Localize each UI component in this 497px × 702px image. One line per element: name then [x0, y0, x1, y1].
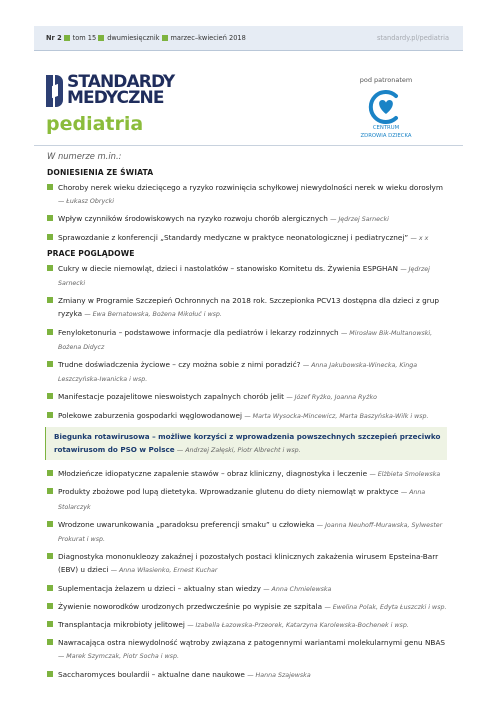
article-authors: — Mirosław Bik-Multanowski, Bożena Didycz	[58, 329, 433, 351]
square-bullet-icon	[47, 361, 53, 367]
square-bullet-icon	[47, 621, 53, 627]
square-bullet-icon	[47, 521, 53, 527]
article-title: Wpływ czynników środowiskowych na ryzyko rozwoju chorób alergicznych	[58, 214, 328, 224]
square-bullet-icon	[47, 488, 53, 494]
patronage	[355, 76, 417, 140]
article-title: Sprawozdanie z konferencji „Standardy medyczne w praktyce neonatologicznej i pediatrycznej”	[58, 232, 409, 242]
table-of-contents	[47, 164, 447, 686]
article-title: Zmiany w Programie Szczepień Ochronnych na 2018 rok. Szczepionka PCV13 dostępna dla dzieci z grup ryzyka	[58, 296, 439, 319]
square-bullet-icon	[47, 184, 53, 190]
list-item[interactable]	[47, 409, 447, 423]
patronage-org-line1: CENTRUM	[372, 125, 400, 131]
header-bar	[34, 26, 463, 51]
article-title: Wrodzone uwarunkowania „paradoksu preferencji smaku” u człowieka	[58, 519, 315, 529]
list-item[interactable]	[47, 358, 447, 386]
article-authors: — x x	[410, 234, 429, 242]
article-title: Saccharomyces boulardii – aktualne dane naukowe	[58, 669, 245, 679]
square-bullet-icon	[47, 329, 53, 335]
article-authors: — Józef Ryżko, Joanna Ryżko	[286, 394, 377, 402]
volume: tom 15	[72, 34, 97, 42]
section-heading-world-news: DONIESIENIA ZE ŚWIATA	[47, 168, 154, 177]
article-authors: — Anna Stolarczyk	[58, 489, 426, 511]
article-authors: — Anna Chmielewska	[263, 585, 332, 593]
list-item[interactable]	[47, 294, 447, 321]
list-item[interactable]	[47, 262, 447, 290]
list-item[interactable]	[47, 636, 447, 663]
square-bullet-icon	[47, 585, 53, 591]
list-item[interactable]	[47, 485, 447, 513]
divider	[34, 145, 463, 146]
article-authors: — Anna Jakubowska-Winecka, Kinga Leszczyńska-Iwanicka i wsp.	[58, 362, 418, 384]
section-heading-review-articles: PRACE POGLĄDOWE	[47, 248, 135, 258]
list-item[interactable]	[47, 600, 447, 614]
list-item[interactable]	[47, 326, 447, 354]
list-item[interactable]	[47, 212, 447, 226]
article-title: Młodzieńcze idiopatyczne zapalenie stawów – obraz kliniczny, diagnostyka i leczenie	[58, 469, 368, 479]
square-bullet-icon	[64, 35, 70, 41]
article-title: Cukry w diecie niemowląt, dzieci i nastolatków – stanowisko Komitetu ds. Żywienia ESPGHAN	[58, 263, 398, 273]
list-item[interactable]	[47, 467, 447, 481]
issue-number: Nr 2	[46, 34, 62, 42]
featured-article-title: Biegunka rotawirusowa – możliwe korzyści z wprowadzenia powszechnych szczepień przeciwko rotawirusom do PSO w Polsce	[54, 431, 441, 455]
list-item[interactable]	[47, 618, 447, 632]
list-item[interactable]	[47, 550, 447, 577]
article-authors: — Jędrzej Sarnecki	[330, 216, 389, 224]
list-item[interactable]	[47, 390, 447, 404]
period: marzec–kwiecień 2018	[170, 34, 246, 42]
square-bullet-icon	[47, 215, 53, 221]
square-bullet-icon	[47, 297, 53, 303]
article-title: Polekowe zaburzenia gospodarki węglowodanowej	[58, 410, 243, 420]
article-authors: — Marek Szymczak, Piotr Socha i wsp.	[58, 653, 179, 661]
featured-article[interactable]	[45, 427, 447, 460]
patronage-org-line2: ZDROWIA DZIECKA	[360, 133, 412, 139]
list-item[interactable]	[47, 231, 447, 245]
square-bullet-icon	[47, 639, 53, 645]
standardy-medyczne-logo	[46, 72, 246, 115]
issue-info	[46, 34, 246, 42]
intro-text: W numerze m.in.:	[47, 151, 122, 161]
czd-heart-logo-icon	[368, 90, 404, 124]
article-title: Fenyloketonuria – podstawowe informacje dla pediatrów i lekarzy rodzinnych	[58, 327, 339, 337]
article-authors: — Marta Wysocka-Mincewicz, Marta Baszyńska-Wilk i wsp.	[244, 412, 429, 420]
article-title: Produkty zbożowe pod lupą dietetyka. Wprowadzanie glutenu do diety niemowląt w praktyce	[58, 487, 399, 497]
logo-line1: STANDARDY	[67, 72, 175, 92]
site-url[interactable]: standardy.pl/pediatria	[376, 34, 449, 42]
square-bullet-icon	[47, 553, 53, 559]
article-title: Diagnostyka mononukleozy zakaźnej i pozostałych postaci klinicznych zakażenia wirusem Epsteina-Barr (EBV) u dzieci	[58, 552, 439, 575]
featured-article-authors: — Andrzej Załęski, Piotr Albrecht i wsp.	[176, 447, 301, 455]
article-title: Choroby nerek wieku dziecięcego a ryzyko rozwinięcia schyłkowej niewydolności nerek w wieku dorosłym	[58, 183, 443, 192]
article-title: Trudne doświadczenia życiowe – czy można sobie z nimi poradzić?	[58, 360, 301, 370]
square-bullet-icon	[47, 234, 53, 240]
article-authors: — Joanna Neuhoff-Murawska, Sylwester Prokurat i wsp.	[58, 521, 443, 544]
list-item[interactable]	[47, 668, 447, 682]
article-authors: — Anna Własienko, Ernest Kuchar	[110, 567, 218, 575]
article-authors: — Jędrzej Sarnecki	[58, 265, 430, 288]
square-bullet-icon	[47, 470, 53, 476]
list-item[interactable]	[47, 518, 447, 546]
article-authors: — Hanna Szajewska	[247, 671, 311, 679]
logo-mark-icon	[46, 75, 63, 107]
article-title: Suplementacja żelazem u dzieci – aktualny stan wiedzy	[58, 583, 261, 593]
patronage-label: pod patronatem	[359, 76, 413, 84]
article-authors: — Łukasz Obrycki	[58, 198, 115, 206]
logo-line2: MEDYCZNE	[67, 88, 164, 108]
square-bullet-icon	[47, 412, 53, 418]
frequency: dwumiesięcznik	[107, 34, 160, 42]
square-bullet-icon	[47, 671, 53, 677]
article-authors: — Elżbieta Smolewska	[369, 471, 441, 479]
article-authors: — Ewa Bernatowska, Bożena Mikołuć i wsp.	[84, 311, 222, 319]
square-bullet-icon	[47, 265, 53, 271]
square-bullet-icon	[162, 35, 168, 41]
square-bullet-icon	[47, 603, 53, 609]
article-title: Żywienie noworodków urodzonych przedwcześnie po wypisie ze szpitala	[58, 601, 323, 611]
list-item[interactable]	[47, 181, 447, 208]
list-item[interactable]	[47, 582, 447, 596]
article-authors: — Izabella Łazowska-Przeorek, Katarzyna Karolewska-Bochenek i wsp.	[187, 622, 409, 630]
article-title: Transplantacja mikrobioty jelitowej	[58, 620, 185, 630]
article-title: Manifestacje pozajelitowe nieswoistych zapalnych chorób jelit	[58, 392, 284, 402]
article-title: Nawracająca ostra niewydolność wątroby związana z patogennymi wariantami molekularnymi genu NBAS	[58, 638, 446, 648]
journal-brand: pediatria	[46, 113, 144, 135]
square-bullet-icon	[98, 35, 104, 41]
square-bullet-icon	[47, 393, 53, 399]
article-authors: — Ewelina Polak, Edyta Łuszczki i wsp.	[324, 603, 447, 611]
